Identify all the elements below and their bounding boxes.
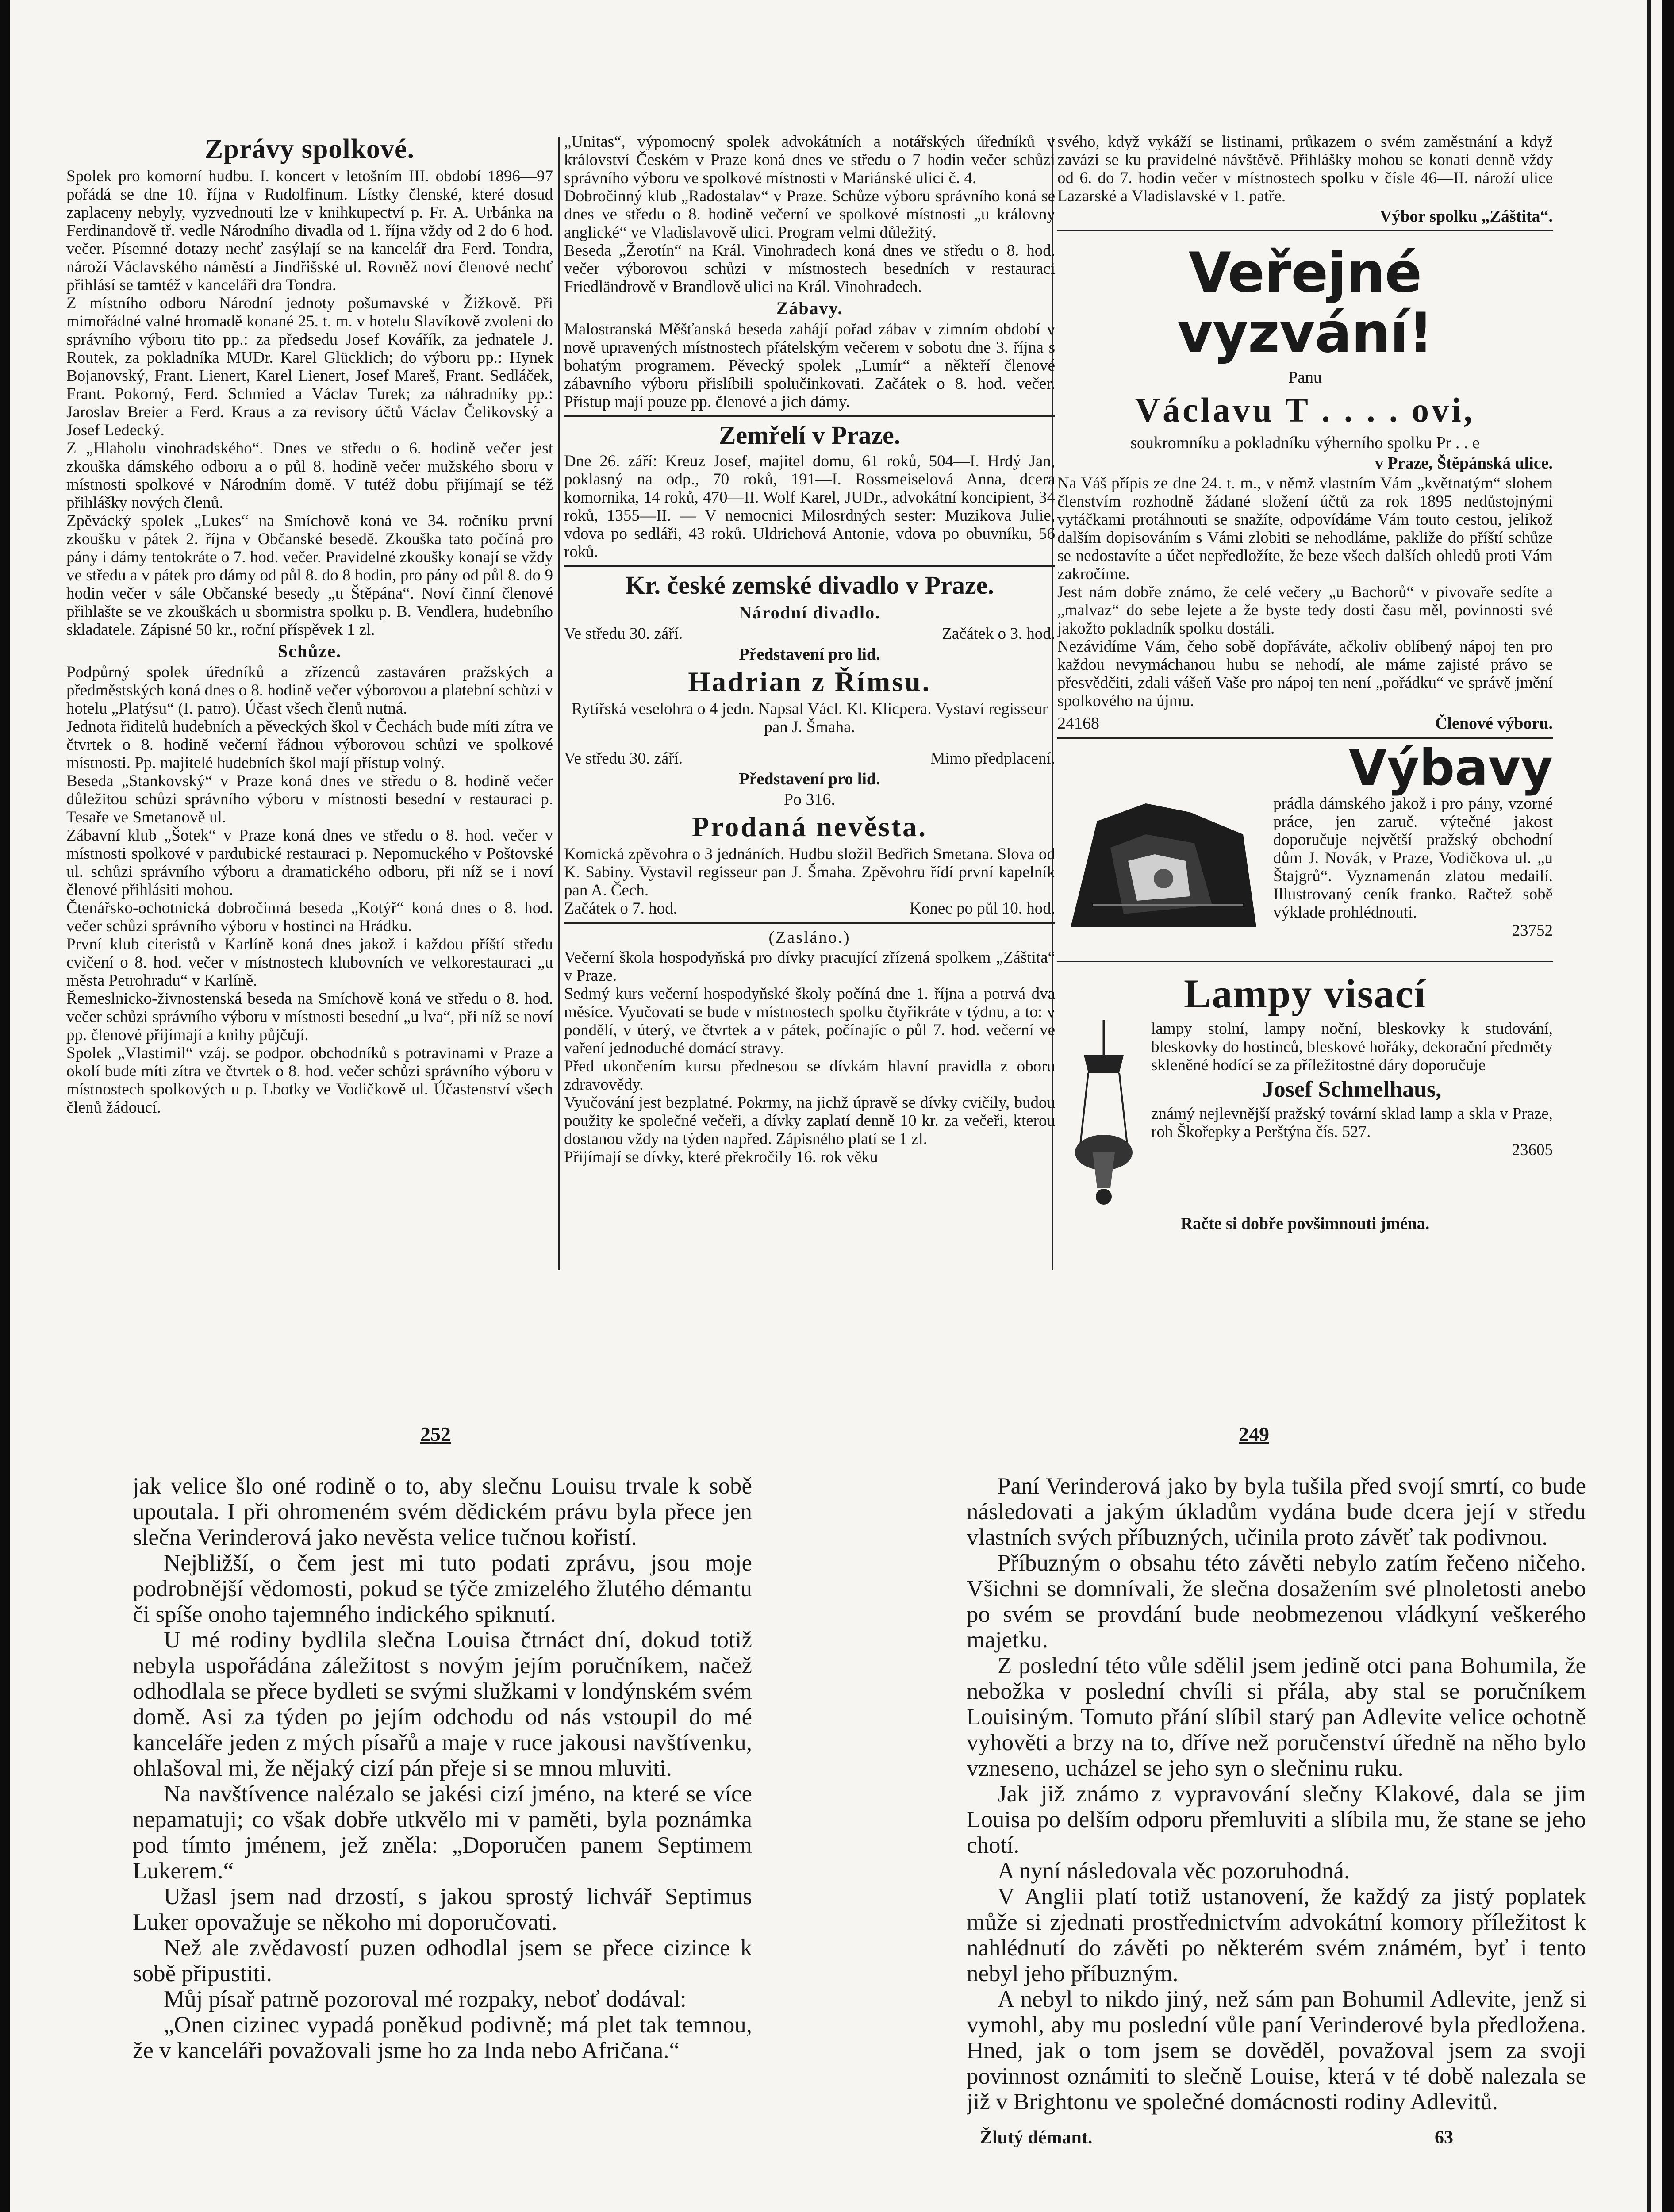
ad-signature-row [1057, 714, 1553, 733]
book-paragraph: U mé rodiny bydlila slečna Louisa čtrnáct dní, dokud totiž nebyla uspořádána záležitost s novým jejím poručníkem, načež odhodlala se přece bydleti se svými služkami v londýnském svém domě. Asi za týden po jejím odchodu od nás vstoupil do mé kanceláře jeden z mých písařů a maje v ruce jakousi navštívenku, ohlašoval mi, že nějaký cizí pán přeje si se mnou mluviti. [133, 1627, 752, 1781]
ad-lamps-closing: Račte si dobře povšimnouti jména. [1180, 1214, 1430, 1233]
ad-body: Na Váš přípis ze dne 24. t. m., v němž vlastním Vám „květnatým“ slohem členstvím rozhodně žádané složení účtů za rok 1895 nedůstojnými vytáčkami protáhnouti se snažíte, odpovídáme Vám touto cestou, jelikož dalším dopisováním s Vámi zlobiti se nehodláme, pakliže do příští schůze se nedostavíte a účet nepředložíte, že beze všech dalších ohledů proti Vám zakročíme. [1057, 474, 1553, 583]
ad-signature: Členové výboru. [1435, 714, 1553, 733]
show-start: Začátek o 3. hod. [942, 624, 1055, 643]
show-start: Začátek o 7. hod. [564, 899, 677, 918]
show-date: Ve středu 30. září. [564, 749, 683, 768]
book-paragraph: Nejbližší, o čem jest mi tuto podati zprávu, jsou moje podrobnější vědomosti, pokud se týče zmizelého žlutého démantu či spíše onoho tajemného indického spiknutí. [133, 1550, 752, 1627]
newspaper-column-2 [564, 133, 1055, 1274]
book-paragraph: A nyní následovala věc pozoruhodná. [998, 1858, 1350, 1884]
show-audience: Představení pro lid. [739, 645, 880, 664]
notice: První klub citeristů v Karlíně koná dnes jakož i každou příští středu cvičení o 8. hod. večer v místnostech klubovních ve velkorestauraci „u města Petrohradu“ v Karlíně. [66, 935, 553, 990]
ad-trousseau-text: prádla dámského jakož i pro pány, vzorné práce, jen zaruč. výtečné jakost doporučuje největší pražský obchodní dům J. Novák, v Praze, Vodičkova ul. „u Štajgrů“. Vyznamenán zlatou medailí. Illustrovaný ceník franko. Račtež sobě výklade prohlédnouti. [1273, 794, 1553, 922]
show-description: Komická zpěvohra o 3 jednáních. Hudbu složil Bedřich Smetana. Slova od K. Sabiny. Vystavil regisseur pan J. Šmaha. Zpěvohru řídí první kapelník pan A. Čech. [564, 845, 1055, 900]
theatre-subheading: Národní divadlo. [738, 602, 881, 622]
notice: Podpůrný spolek úředníků a zřízenců zastaváren pražských a předměstských koná dnes o 8. hodině večer výborovou a platební schůzi v hotelu „Platýsu“ (I. patro). Účast všech členů nutná. [66, 663, 553, 718]
notice: Z místního odboru Národní jednoty pošumavské v Žižkově. Při mimořádné valné hromadě konané 25. t. m. v hotelu Slavíkově zvoleni do správního výboru tito pp.: za předsedu Josef Kovářík, za jednatele J. Routek, za pokladníka MUDr. Karel Glücklich; do výboru pp.: Hynek Bojanovský, Frant. Lienert, Karel Lienert, Josef Mareš, Frant. Sedláček, Frant. Pokorný, Ferd. Schmied a Václav Turek; za náhradníky pp.: Jaroslav Breier a Ferd. Kraus a za revisory účtů Václav Čelikovský a Josef Ledecký. [66, 294, 553, 439]
deaths-heading: Zemřelí v Praze. [718, 421, 901, 449]
school-notice: Vyučování jest bezplatné. Pokrmy, na jichž úpravě se dívky cvičily, budou použity ke společné večeři, a dívky zaplatí denně 10 kr. za večeři, kterou dostanou vždy na týden napřed. Zápisného platí se 1 zl. [564, 1094, 1055, 1148]
book-page-right [967, 1473, 1586, 2212]
book-paragraph: Z poslední této vůle sdělil jsem jedině otci pana Bohumila, že nebožka v poslední chvíli si přála, aby stal se poručníkem Louisiným. Tomuto přání slíbil starý pan Adlevite velice ochotně vyhověti a brzy na to, dříve než poručenství úředně na něho bylo vzneseno, ucházel se jeho syn o slečninu ruku. [967, 1653, 1586, 1781]
ad-lamps-title: Lampy visací [1184, 971, 1426, 1016]
book-paragraph: Jak již známo z vypravování slečny Klakové, dala se jim Louisa po delším odporu přemluviti a slíbila mu, že stane se jeho chotí. [967, 1781, 1586, 1858]
ad-trousseau-title: Výbavy [1348, 739, 1553, 797]
notice: Čtenářsko-ochotnická dobročinná beseda „Kotýř“ koná dnes o 8. hod. večer schůzi správního výboru v hostinci na Hrádku. [66, 899, 553, 935]
book-paragraph: Na navštívence nalézalo se jakési cizí jméno, na které se více nepamatuji; co však dobře utkvělo mi v paměti, byla poznámka pod tímto jménem, jež zněla: „Doporučen panem Septimem Lukerem.“ [133, 1781, 752, 1884]
book-footer-title: Žlutý démant. [980, 2128, 1093, 2148]
show-title: Prodaná nevěsta. [691, 810, 928, 842]
scan-edge-right-inner [1647, 0, 1651, 2212]
book-footer-signature: 63 [1435, 2128, 1453, 2148]
notice: „Unitas“, výpomocný spolek advokátních a notářských úředníků v království Českém v Praze koná dnes ve středu o 7 hodin večer schůzi správního výboru ve spolkové místnosti v Mariánské ulici č. 4. [564, 133, 1055, 187]
notice: Spolek „Vlastimil“ vzáj. se podpor. obchodníků s potravinami v Praze a okolí bude míti zítra ve čtvrtek o 8. hod. večer schůzi správního výboru v místnostech spolkových u p. Lbotky ve Vodičkově ul. Účastenství všech členů žádoucí. [66, 1044, 553, 1117]
book-paragraph: „Onen cizinec vypadá poněkud podivně; má plet tak temnou, že v kanceláři považovali jsme ho za Inda nebo Afričana.“ [133, 2012, 752, 2063]
divider [564, 415, 1055, 417]
notice: Jednota řiditelů hudebních a pěveckých škol v Čechách bude míti zítra ve čtvrtek o 8. hodině večerní řádnou výborovou schůzi ve spolkové místnosti. Pp. majitelé hudebních škol mají přístup volný. [66, 718, 553, 772]
ad-number: 24168 [1057, 714, 1099, 733]
section-heading: Zprávy spolkové. [204, 134, 415, 164]
ad-number-row [1273, 922, 1553, 940]
ad-lamps-text2: známý nejlevnější pražský tovární sklad lamp a skla v Praze, roh Škořepky a Perštýna čís. 527. [1151, 1104, 1553, 1141]
ad-number-row [1151, 1141, 1553, 1160]
notice: Beseda „Stankovský“ v Praze koná dnes ve středu o 8. hodině večer důležitou schůzi správního výboru v místnosti besední v restauraci p. Tesaře ve Smetanově ul. [66, 772, 553, 826]
show-date: Ve středu 30. září. [564, 624, 683, 643]
notice: Malostranská Měšťanská beseda zahájí pořad zábav v zimním období v nově upravených místnostech přátelským večerem v sobotu dne 3. října s bohatým programem. Pěvecký spolek „Lumír“ a někteří členové zábavního výboru přislíbili spolučinkovati. Začátek o 8. hod. večer. Přístup mají pouze pp. členové a jich dámy. [564, 320, 1055, 411]
divider [1057, 737, 1553, 739]
hanging-lamp-illustration [1066, 1020, 1141, 1210]
book-paragraph: Příbuzným o obsahu této závěti nebylo zatím řečeno ničeho. Všichni se domnívali, že slečna dosažením své plnoletosti anebo po svém se provdání bude neobmezenou vládkyní veškerého majetku. [967, 1550, 1586, 1653]
book-footer [967, 2127, 1586, 2148]
notice-signoff: Výbor spolku „Záštita“. [1379, 207, 1553, 226]
book-paragraph: A nebyl to nikdo jiný, než sám pan Bohumil Adlevite, jenž si vymohl, aby mu poslední vůle paní Verinderové byla předložena. Hned, jak o tom jsem se dověděl, považoval jsem za svoji povinnost oznámiti to slečně Louise, která v té době nalezala se již v Brightonu ve společné domácnosti rodiny Adlevitů. [967, 1986, 1586, 2115]
show-title: Hadrian z Římsu. [688, 665, 931, 697]
book-paragraph: Paní Verinderová jako by byla tušila před svojí smrtí, co bude následovati a jakým úkladům vydána bude dcera její v středu vlastních svých příbuzných, učinila proto závěť tak podivnou. [967, 1473, 1586, 1550]
book-paragraph: V Anglii platí totiž ustanovení, že každý za jistý poplatek může si zjednati prostřednictvím advokátní komory příležitost k nahlédnutí do závěti po některém svém známém, byť i tento nebyl jeho příbuzným. [967, 1884, 1586, 1986]
school-notice: Přijímají se dívky, které překročily 16. rok věku [564, 1148, 878, 1167]
divider [564, 922, 1055, 924]
page-number-left: 252 [420, 1423, 451, 1445]
ad-number: 23752 [1512, 921, 1553, 940]
show-number: Po 316. [783, 790, 836, 809]
newspaper-column-1 [66, 133, 553, 1274]
page-number-right: 249 [1239, 1423, 1269, 1445]
ad-addressee-role: soukromníku a pokladníku výherního spolku Pr . . e [1130, 433, 1480, 452]
show-description: Rytířská veselohra o 4 jedn. Napsal Václ. Kl. Klicpera. Vystaví regisseur pan J. Šmaha. [571, 699, 1048, 736]
deaths-list: Dne 26. září: Kreuz Josef, majitel domu, 61 roků, 504—I. Hrdý Jan, poklasný na odp., 70 roků, 191—I. Rossmeiselová Anna, dcera komornika, 14 roků, 470—II. Wolf Karel, JUDr., advokátní koncipient, 34 roků, 1355—II. — V nemocnici Milosrdných sester: Muzikova Julie, vdova po sedláři, 43 roků. Uldrichová Antonie, vdova po obuvníku, 56 roků. [564, 452, 1055, 561]
scan-edge-right [1662, 0, 1674, 2212]
subheading: Zábavy. [776, 298, 843, 318]
ad-number: 23605 [1512, 1141, 1553, 1159]
show-audience: Představení pro lid. [739, 769, 880, 788]
show-date-row [564, 625, 1055, 643]
ad-lamps-firm: Josef Schmelhaus, [1262, 1076, 1442, 1102]
notice: Spolek pro komorní hudbu. I. koncert v letošním III. období 1896—97 pořádá se dne 10. října v Rudolfinum. Lístky členské, které dosud zaplaceny nebyly, vyzvednouti lze v knihkupectví p. Fr. A. Urbánka na Ferdinandově tř. vedle Národního divadla od 1. října vždy od 2 do 6 hod. večer. Písemné dotazy nechť zasýlají se na kancelář dra Ferd. Tondra, nároží Václavského náměstí a Jindřišské ul. Rovněž noví členové nechť přihlásí se tamtéž v kanceláři dra Tondra. [66, 167, 553, 294]
book-paragraph: jak velice šlo oné rodině o to, aby slečnu Louisu trvale k sobě upoutala. I při ohromeném svém dědickém právu byla přece jen slečna Verinderová jako nevěsta velice tučnou kořistí. [133, 1473, 752, 1550]
notice: Zpěvácký spolek „Lukes“ na Smíchově koná ve 34. ročníku první zkoušku v pátek 2. října v Občanské besedě. Zkouška tato počíná pro pány i dámy tentokráte o 7. hod. večer. Pravidelné zkoušky konají se vždy ve středu a v pátek pro dámy od půl 8. do 8 hodin, pro pány od půl 8. do 9 hodin večer v sále Občanské besedy „u Štěpána“. Noví činní členové přihlašte se ve zkouškách u sbormistra spolku p. B. Vendlera, hudebního skladatele. Zápisné 50 kr., roční příspěvek 1 zl. [66, 512, 553, 639]
book-paragraph: Než ale zvědavostí puzen odhodlal jsem se přece cizince k sobě připustiti. [133, 1935, 752, 1986]
notice: Beseda „Žerotín“ na Král. Vinohradech koná dnes ve středu o 8. hod. večer výborovou schůzi v místnostech besedních v restauraci Friedländrově v Brandlově ulici na Král. Vinohradech. [564, 242, 1055, 296]
ad-body: Nezávidíme Vám, čeho sobě dopřáváte, ačkoliv oblíbený nápoj ten pro každou nevymáchanou hubu se nehodí, ale máme zajisté právo se přesvědčiti, zdali vášeň Vaše pro nápoj ten není „pořádku“ ve správě jmění spolkového na újmu. [1057, 637, 1553, 710]
theatre-heading: Kr. české zemské divadlo v Praze. [625, 570, 994, 599]
subheading: Schůze. [278, 641, 342, 661]
school-notice: Večerní škola hospodyňská pro dívky pracující zřízená spolkem „Záštita“ v Praze. [564, 949, 1055, 985]
scan-edge-left [0, 0, 10, 2212]
notice: Z „Hlaholu vinohradského“. Dnes ve středu o 6. hodině večer jest zkouška dámského odboru a o půl 8. hodině večer mužského sboru v místnosti spolkové v Národním domě. V tutéž dobu přijímají se též přihlášky nových členů. [66, 439, 553, 512]
ad-salutation: Panu [1288, 368, 1322, 387]
notice: Řemeslnicko-živnostenská beseda na Smíchově koná ve středu o 8. hod. večer schůzi správního výboru v místnosti besední „u lva“, při níž se noví pp. členové přijímají a knihy půjčují. [66, 990, 553, 1044]
ad-public-call-title: Veřejné vyzvání! [1177, 241, 1433, 365]
ad-lamps-text: lampy stolní, lampy noční, bleskovky k studování, bleskovky do hostinců, bleskové hořáky, dekorační předměty skleněné hodící se za příležitostné dáry doporučuje [1151, 1019, 1553, 1074]
divider [1057, 230, 1553, 231]
notice: Zábavní klub „Šotek“ v Praze koná dnes ve středu o 8. hod. večer v místnosti spolkové v pardubické restauraci p. Nepomuckého v Poštovské ul. schůzi správního výboru a dramatického odboru, při níž se i noví členové přihlásiti mohou. [66, 826, 553, 899]
school-notice: Před ukončením kursu přednesou se dívkám hlavní pravidla z oboru zdravovědy. [564, 1057, 1055, 1094]
book-page-left [133, 1473, 752, 2212]
column-rule [558, 137, 560, 1270]
show-time-row [564, 899, 1055, 918]
newspaper-column-3 [1057, 133, 1553, 1274]
linen-illustration [1057, 795, 1265, 954]
ad-addressee-address: v Praze, Štěpánská ulice. [1375, 453, 1553, 472]
show-end: Konec po půl 10. hod. [910, 899, 1055, 918]
book-paragraph: Můj písař patrně pozoroval mé rozpaky, neboť dodával: [164, 1986, 687, 2012]
ad-addressee: Václavu T . . . . ovi, [1135, 390, 1475, 429]
notice: Dobročinný klub „Radostalav“ v Praze. Schůze výboru správního koná se dnes ve středu o 8. hodině večerní ve spolkové místnosti „u královny anglické“ ve Vladislavově ulici. Program velmi důležitý. [564, 187, 1055, 242]
show-note: Mimo předplacení. [930, 749, 1055, 768]
divider [1057, 961, 1553, 962]
ad-body: Jest nám dobře známo, že celé večery „u Bachorů“ v pivovaře sedíte a „malvaz“ do sebe lejete a že byste tedy dosti času měl, povinnosti své jakožto pokladník spolku dostáli. [1057, 583, 1553, 637]
notice-continuation: svého, když vykáží se listinami, průkazem o svém zaměstnání a když zavázi se ku pravidelné návštěvě. Přihlášky mohou se konati denně vždy od 6. do 7. hodin večer v místnostech spolku v čísle 46—II. nároží ulice Lazarské a Vladislavské v 1. patře. [1057, 133, 1553, 205]
book-paragraph: Užasl jsem nad drzostí, s jakou sprostý lichvář Septimus Luker opovažuje se někoho mi doporučovati. [133, 1884, 752, 1935]
show-date-row [564, 749, 1055, 768]
divider [564, 565, 1055, 567]
school-notice: Sedmý kurs večerní hospodyňské školy počíná dne 1. října a potrvá dva měsíce. Vyučovati se bude v místnostech spolku čtyřikráte v týdnu, a to: v pondělí, v úterý, ve čtvrtek a v pátek, počínajíc o půl 7. hod. večerní ve vaření jednoduché domácí stravy. [564, 985, 1055, 1058]
submitted-label: (Zasláno.) [768, 928, 851, 947]
